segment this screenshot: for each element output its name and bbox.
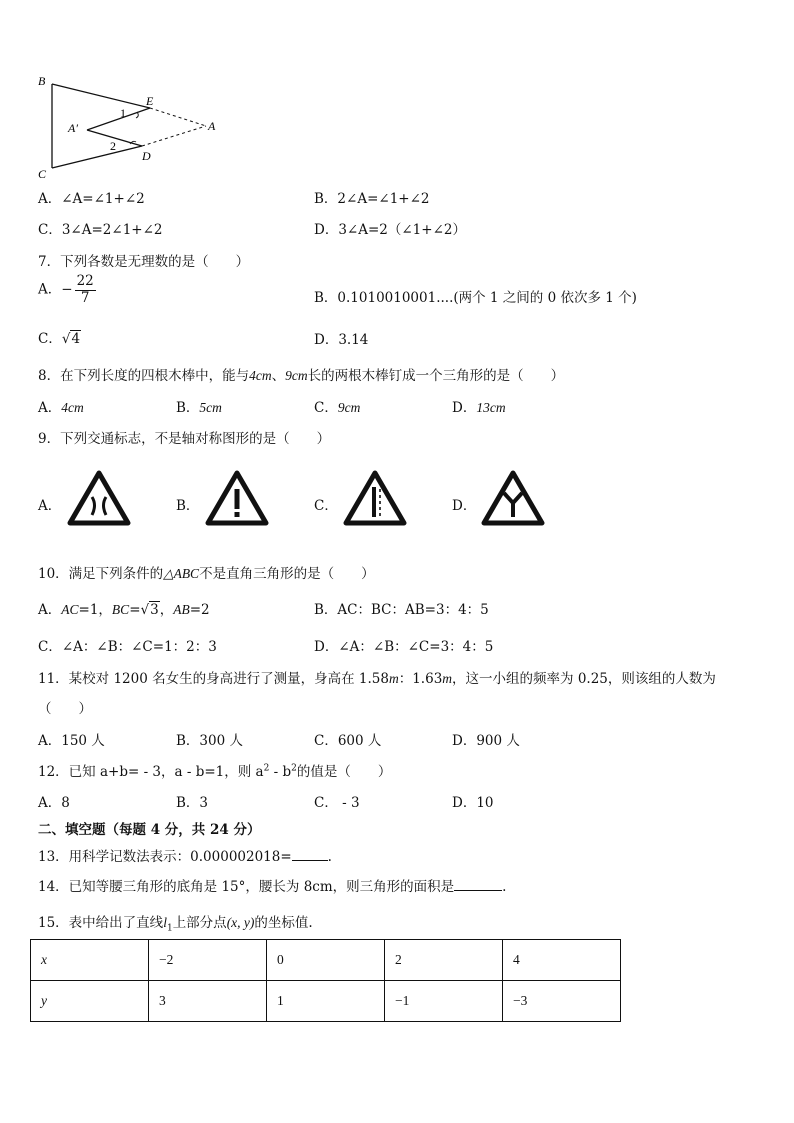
q13-answer-blank[interactable] bbox=[292, 846, 328, 861]
q12-stem-b: - b bbox=[269, 764, 292, 780]
q15-stem-a: 15．表中给出了直线 bbox=[38, 915, 164, 931]
q13-stem bbox=[38, 845, 332, 865]
q10-option-b: B．AC：BC：AB=3：4：5 bbox=[314, 602, 489, 618]
q10-a-comma: ， bbox=[159, 602, 174, 618]
q10-stem-b: 不是直角三角形的是（ ） bbox=[199, 566, 375, 582]
q11-stem-b: ：1.63 bbox=[398, 671, 443, 687]
q12-option-c: C． - 3 bbox=[314, 795, 360, 811]
q8-option-c-prefix: C． bbox=[314, 400, 338, 416]
q11-option-d: D．900 人 bbox=[452, 733, 520, 749]
q12-stem-c: 的值是（ ） bbox=[296, 764, 392, 780]
q8-option-d bbox=[452, 396, 506, 416]
label-1: 1 bbox=[120, 106, 126, 120]
q10-a-ab: AB bbox=[173, 602, 190, 617]
q14-answer-blank[interactable] bbox=[454, 876, 502, 891]
q8-option-b-prefix: B． bbox=[176, 400, 200, 416]
q8-option-d-prefix: D． bbox=[452, 400, 477, 416]
label-A: A bbox=[208, 119, 216, 133]
q12-option-b: B．3 bbox=[176, 795, 209, 811]
q7-option-a-prefix: A． bbox=[38, 281, 62, 298]
q9-stem: 9．下列交通标志，不是轴对称图形的是（ ） bbox=[38, 431, 331, 447]
label-D: D bbox=[142, 149, 151, 163]
q9-option-a-label: A． bbox=[38, 498, 62, 514]
table-cell: −3 bbox=[503, 981, 621, 1022]
q11-option-a: A．150 人 bbox=[38, 733, 105, 749]
coordinate-table bbox=[30, 939, 621, 1022]
table-row bbox=[31, 981, 621, 1022]
q15-line-l: l bbox=[163, 915, 167, 930]
q10-option-c: C．∠A：∠B：∠C=1：2：3 bbox=[38, 639, 217, 655]
q13-end: . bbox=[327, 849, 332, 865]
label-C: C bbox=[38, 167, 47, 181]
q15-stem-c: 的坐标值. bbox=[254, 915, 313, 931]
q8-option-c-value: 9cm bbox=[337, 400, 361, 415]
table-cell: 1 bbox=[267, 981, 385, 1022]
lane-divider-sign-icon bbox=[342, 469, 408, 527]
q8-option-a-prefix: A． bbox=[38, 400, 62, 416]
table-row bbox=[31, 940, 621, 981]
q14-text: 14．已知等腰三角形的底角是 15°，腰长为 8cm，则三角形的面积是 bbox=[38, 879, 455, 895]
q8-option-c bbox=[314, 396, 360, 416]
q12-sup1: 2 bbox=[263, 763, 270, 774]
table-cell: y bbox=[31, 981, 149, 1022]
q11-option-c: C．600 人 bbox=[314, 733, 382, 749]
table-cell: 2 bbox=[385, 940, 503, 981]
q12-stem-a: 12．已知 a+b= - 3，a - b=1，则 a bbox=[38, 764, 264, 780]
q11-unit1: m bbox=[388, 671, 399, 686]
q7-stem: 7．下列各数是无理数的是（ ） bbox=[38, 254, 250, 270]
q7-radicand: 4 bbox=[71, 331, 81, 347]
section-2-title: 二、填空题（每题 4 分，共 24 分） bbox=[38, 822, 261, 838]
q10-a-eq1: =1， bbox=[78, 602, 112, 618]
q8-stem-a: 8．在下列长度的四根木棒中，能与 bbox=[38, 368, 250, 384]
q6-option-b: B．2∠A=∠1+∠2 bbox=[314, 191, 430, 207]
narrow-bridge-sign-icon bbox=[66, 469, 132, 527]
q12-stem bbox=[38, 760, 391, 780]
q8-option-d-value: 13cm bbox=[476, 400, 506, 415]
q8-stem bbox=[38, 364, 564, 384]
q14-stem bbox=[38, 875, 506, 895]
q8-sep: 、 bbox=[271, 368, 286, 384]
q7-option-a bbox=[38, 274, 96, 306]
table-cell: x bbox=[31, 940, 149, 981]
q12-sup2: 2 bbox=[291, 763, 297, 774]
q7-option-c bbox=[38, 327, 81, 347]
table-cell: 4 bbox=[503, 940, 621, 981]
q10-a-ac: AC bbox=[61, 602, 79, 617]
q10-a-radicand: 3 bbox=[150, 602, 159, 618]
q6-option-d: D．3∠A=2（∠1+∠2） bbox=[314, 222, 466, 238]
q7-option-d: D．3.14 bbox=[314, 332, 369, 348]
q10-a-eq3: =2 bbox=[189, 602, 210, 618]
q14-end: . bbox=[502, 879, 507, 895]
q8-option-a-value: 4cm bbox=[61, 400, 84, 415]
q8-option-b bbox=[176, 396, 222, 416]
q10-a-prefix: A． bbox=[38, 602, 62, 618]
q10-triangle: △ABC bbox=[163, 566, 200, 581]
q8-option-a bbox=[38, 396, 84, 416]
y-junction-sign-icon bbox=[480, 469, 546, 527]
q15-point: (x, y) bbox=[226, 915, 255, 930]
label-A-prime: A′ bbox=[68, 121, 78, 135]
q8-option-b-value: 5cm bbox=[199, 400, 222, 415]
table-cell: 0 bbox=[267, 940, 385, 981]
q9-option-c-label: C． bbox=[314, 498, 338, 514]
q7-option-b: B．0.1010010001....(两个 1 之间的 0 依次多 1 个) bbox=[314, 290, 637, 306]
sqrt-icon: √3 bbox=[140, 602, 159, 618]
q10-stem bbox=[38, 562, 375, 582]
q7-fraction-den: 7 bbox=[80, 289, 90, 306]
q15-line-sub: 1 bbox=[166, 923, 173, 934]
q8-stem-b: 长的两根木棒钉成一个三角形的是（ ） bbox=[307, 368, 565, 384]
table-cell: −2 bbox=[149, 940, 267, 981]
sqrt-icon: √4 bbox=[61, 331, 81, 347]
q7-fraction-num: 22 bbox=[76, 273, 94, 289]
q7-option-c-prefix: C． bbox=[38, 331, 62, 347]
warning-sign-icon bbox=[204, 469, 270, 527]
q12-option-a: A．8 bbox=[38, 795, 70, 811]
q15-stem bbox=[38, 911, 313, 934]
q10-a-eq2: = bbox=[129, 602, 141, 618]
q11-stem-c: ，这一小组的频率为 0.25，则该组的人数为 bbox=[452, 671, 716, 687]
table-cell: −1 bbox=[385, 981, 503, 1022]
q6-option-a: A．∠A=∠1+∠2 bbox=[38, 191, 145, 207]
q11-stem bbox=[38, 667, 716, 687]
q12-option-d: D．10 bbox=[452, 795, 494, 811]
label-E: E bbox=[146, 94, 154, 108]
q10-stem-a: 10．满足下列条件的 bbox=[38, 566, 164, 582]
q11-unit2: m bbox=[442, 671, 453, 686]
q10-option-d: D．∠A：∠B：∠C=3：4：5 bbox=[314, 639, 494, 655]
q10-option-a bbox=[38, 598, 210, 618]
q7-option-a-sign: − bbox=[61, 281, 73, 298]
q9-option-d-label: D． bbox=[452, 498, 477, 514]
q8-len2: 9cm bbox=[285, 368, 308, 383]
triangle-fold-figure bbox=[32, 70, 232, 182]
q11-option-b: B．300 人 bbox=[176, 733, 243, 749]
q10-a-bc: BC bbox=[111, 602, 130, 617]
q7-fraction bbox=[75, 274, 96, 306]
q8-len1: 4cm bbox=[249, 368, 272, 383]
q13-text: 13．用科学记数法表示：0.000002018= bbox=[38, 849, 292, 865]
table-cell: 3 bbox=[149, 981, 267, 1022]
q9-option-b-label: B． bbox=[176, 498, 200, 514]
label-2: 2 bbox=[110, 139, 116, 153]
q11-paren: （ ） bbox=[38, 701, 92, 717]
q6-option-c: C．3∠A=2∠1+∠2 bbox=[38, 222, 163, 238]
q11-stem-a: 11．某校对 1200 名女生的身高进行了测量，身高在 1.58 bbox=[38, 671, 389, 687]
label-B: B bbox=[38, 74, 46, 88]
q15-stem-b: 上部分点 bbox=[172, 915, 227, 931]
